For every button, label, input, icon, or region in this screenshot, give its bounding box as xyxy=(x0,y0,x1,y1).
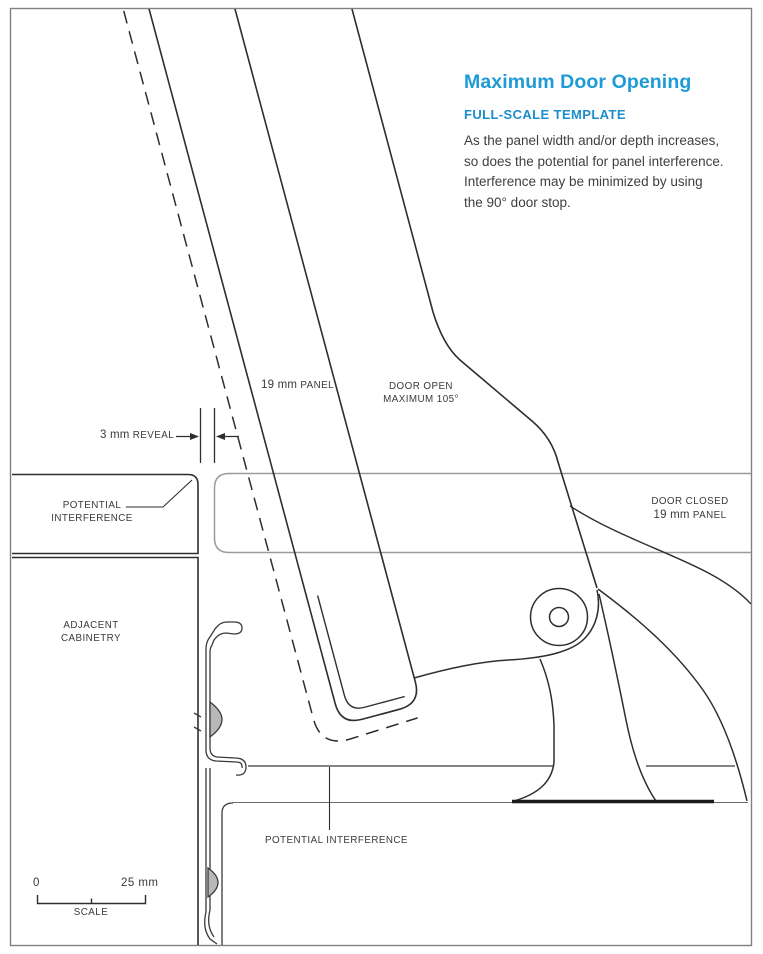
door-open-outer-edge xyxy=(352,9,597,588)
description-paragraph xyxy=(464,131,763,213)
hinge-pivot-inner xyxy=(550,608,569,627)
scale-max-label: 25 mm xyxy=(121,877,159,889)
hinge-pivot-outer xyxy=(531,589,588,646)
door-open-panel xyxy=(113,0,425,747)
label-reveal: 3 mm REVEAL xyxy=(100,429,175,441)
bracket-tab-upper xyxy=(210,702,222,737)
mounting-bracket xyxy=(194,622,246,944)
scale-caption: SCALE xyxy=(73,907,109,918)
label-door-closed: DOOR CLOSED 19 mm PANEL xyxy=(651,496,729,521)
lower-cabinet xyxy=(222,766,748,945)
adjacent-cabinetry-outline xyxy=(12,475,198,946)
description-line: the 90° door stop. xyxy=(464,194,571,210)
hinge-arm xyxy=(414,589,747,801)
scale-bar xyxy=(38,895,146,904)
page-title: Maximum Door Opening xyxy=(464,71,692,93)
description-line: Interference may be minimized by using xyxy=(464,174,703,189)
label-potential-interference-lower: POTENTIAL INTERFERENCE xyxy=(265,835,408,846)
label-door-open: DOOR OPEN MAXIMUM 105° xyxy=(383,381,459,405)
bracket-tab-lower xyxy=(208,868,218,897)
description-line: As the panel width and/or depth increases, xyxy=(464,133,720,148)
scale-zero-label: 0 xyxy=(33,877,40,889)
reveal-dimension xyxy=(176,408,239,463)
template-subtitle: FULL-SCALE TEMPLATE xyxy=(464,107,626,122)
label-adjacent-cabinetry: ADJACENT CABINETRY xyxy=(61,620,121,644)
description-line: so does the potential for panel interference. xyxy=(464,153,724,169)
label-19mm-panel: 19 mm PANEL xyxy=(261,379,334,391)
label-potential-interference-upper: POTENTIAL INTERFERENCE xyxy=(51,500,133,524)
